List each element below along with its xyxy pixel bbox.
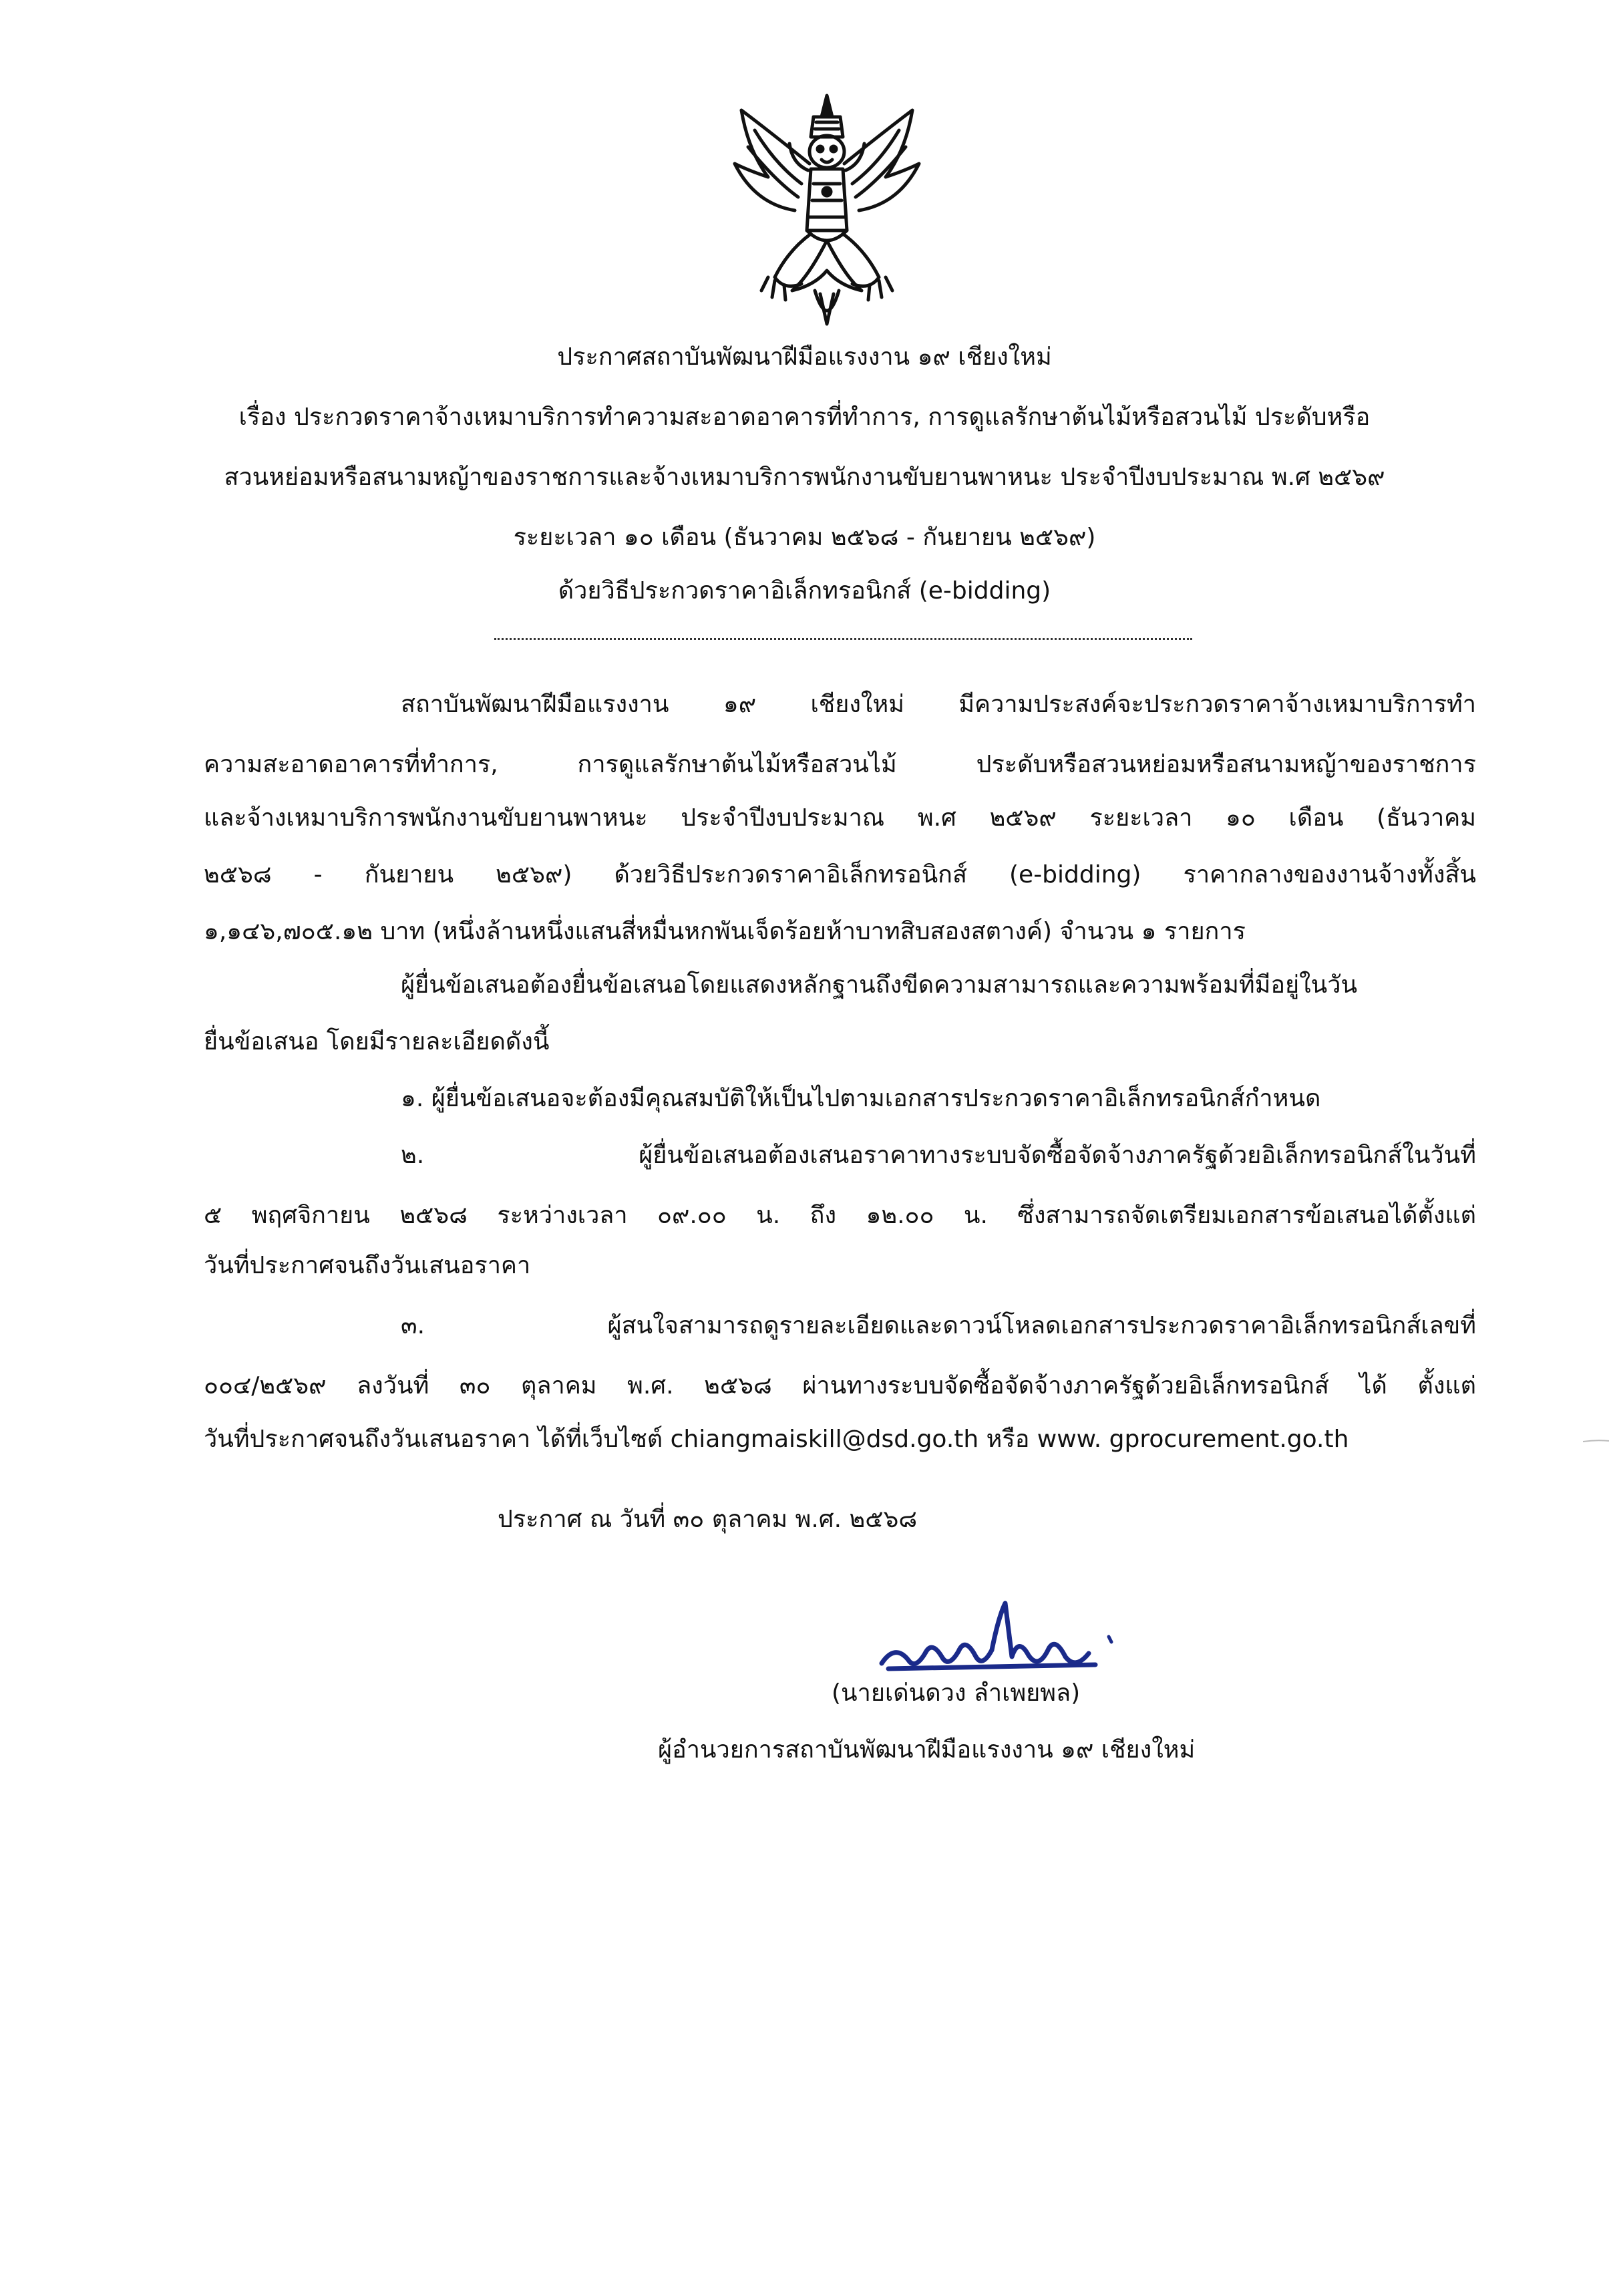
list-item-3-line: ๐๐๔/๒๕๖๙ ลงวันที่ ๓๐ ตุลาคม พ.ศ. ๒๕๖๘ ผ่านทางระบบจัดซื้อจัดจ้างภาครัฐด้วยอิเล็กทรอนิกส์ ได้ ตั้งแต่ — [204, 1372, 1476, 1400]
body-para1-line: ๒๕๖๘ - กันยายน ๒๕๖๙) ด้วยวิธีประกวดราคาอิเล็กทรอนิกส์ (e-bidding) ราคากลางของงานจ้างทั้งสิ้น — [204, 861, 1476, 888]
body-para2-line: ผู้ยื่นข้อเสนอต้องยื่นข้อเสนอโดยแสดงหลักฐานถึงขีดความสามารถและความพร้อมที่มีอยู่ในวัน — [401, 971, 1358, 999]
list-item-3-line: วันที่ประกาศจนถึงวันเสนอราคา ได้ที่เว็บไซต์ chiangmaiskill@dsd.go.th หรือ www. gprocurement.go.th — [204, 1426, 1349, 1453]
subject-line-3: ระยะเวลา ๑๐ เดือน (ธันวาคม ๒๕๖๘ - กันยายน ๒๕๖๙) — [513, 524, 1096, 551]
subject-line-4: ด้วยวิธีประกวดราคาอิเล็กทรอนิกส์ (e-bidding) — [558, 577, 1051, 605]
body-para1-line: และจ้างเหมาบริการพนักงานขับยานพาหนะ ประจำปีงบประมาณ พ.ศ ๒๕๖๙ ระยะเวลา ๑๐ เดือน (ธันวาคม — [204, 804, 1476, 832]
list-item-3-line: ๓. ผู้สนใจสามารถดูรายละเอียดและดาวน์โหลดเอกสารประกวดราคาอิเล็กทรอนิกส์เลขที่ — [401, 1312, 1476, 1339]
list-item-2-line: วันที่ประกาศจนถึงวันเสนอราคา — [204, 1252, 531, 1279]
subject-line-1: เรื่อง ประกวดราคาจ้างเหมาบริการทำความสะอาดอาคารที่ทำการ, การดูแลรักษาต้นไม้หรือสวนไม้ ประดับหรือ — [238, 403, 1371, 431]
list-item-2-line: ๒. ผู้ยื่นข้อเสนอต้องเสนอราคาทางระบบจัดซื้อจัดจ้างภาครัฐด้วยอิเล็กทรอนิกส์ในวันที่ — [401, 1142, 1476, 1169]
dotted-divider — [494, 638, 1192, 640]
list-item-1: ๑. ผู้ยื่นข้อเสนอจะต้องมีคุณสมบัติให้เป็นไปตามเอกสารประกวดราคาอิเล็กทรอนิกส์กำหนด — [401, 1085, 1321, 1112]
garuda-emblem-icon — [728, 90, 926, 337]
body-para2-line: ยื่นข้อเสนอ โดยมีรายละเอียดดังนี้ — [204, 1028, 550, 1055]
signatory-name: (นายเด่นดวง ลำเพยพล) — [832, 1679, 1081, 1707]
body-para1-line: สถาบันพัฒนาฝีมือแรงงาน ๑๙ เชียงใหม่ มีความประสงค์จะประกวดราคาจ้างเหมาบริการทำ — [401, 691, 1476, 718]
list-item-2-line: ๕ พฤศจิกายน ๒๕๖๘ ระหว่างเวลา ๐๙.๐๐ น. ถึง ๑๒.๐๐ น. ซึ่งสามารถจัดเตรียมเอกสารข้อเสนอได้ตั้งแต่ — [204, 1202, 1476, 1229]
body-para1-line: ความสะอาดอาคารที่ทำการ, การดูแลรักษาต้นไม้หรือสวนไม้ ประดับหรือสวนหย่อมหรือสนามหญ้าของราชการ — [204, 751, 1476, 778]
body-para1-line: ๑,๑๔๖,๗๐๕.๑๒ บาท (หนึ่งล้านหนึ่งแสนสี่หมื่นหกพันเจ็ดร้อยห้าบาทสิบสองสตางค์) จำนวน ๑ รายการ — [204, 918, 1246, 945]
announcement-title: ประกาศสถาบันพัฒนาฝีมือแรงงาน ๑๙ เชียงใหม่ — [557, 343, 1052, 371]
announce-date: ประกาศ ณ วันที่ ๓๐ ตุลาคม พ.ศ. ๒๕๖๘ — [498, 1506, 918, 1533]
subject-line-2: สวนหย่อมหรือสนามหญ้าของราชการและจ้างเหมาบริการพนักงานขับยานพาหนะ ประจำปีงบประมาณ พ.ศ ๒๕๖๙ — [224, 464, 1385, 491]
scan-line-artifact — [1583, 1440, 1609, 1444]
handwritten-signature — [875, 1590, 1129, 1683]
signatory-position: ผู้อำนวยการสถาบันพัฒนาฝีมือแรงงาน ๑๙ เชียงใหม่ — [658, 1736, 1196, 1764]
